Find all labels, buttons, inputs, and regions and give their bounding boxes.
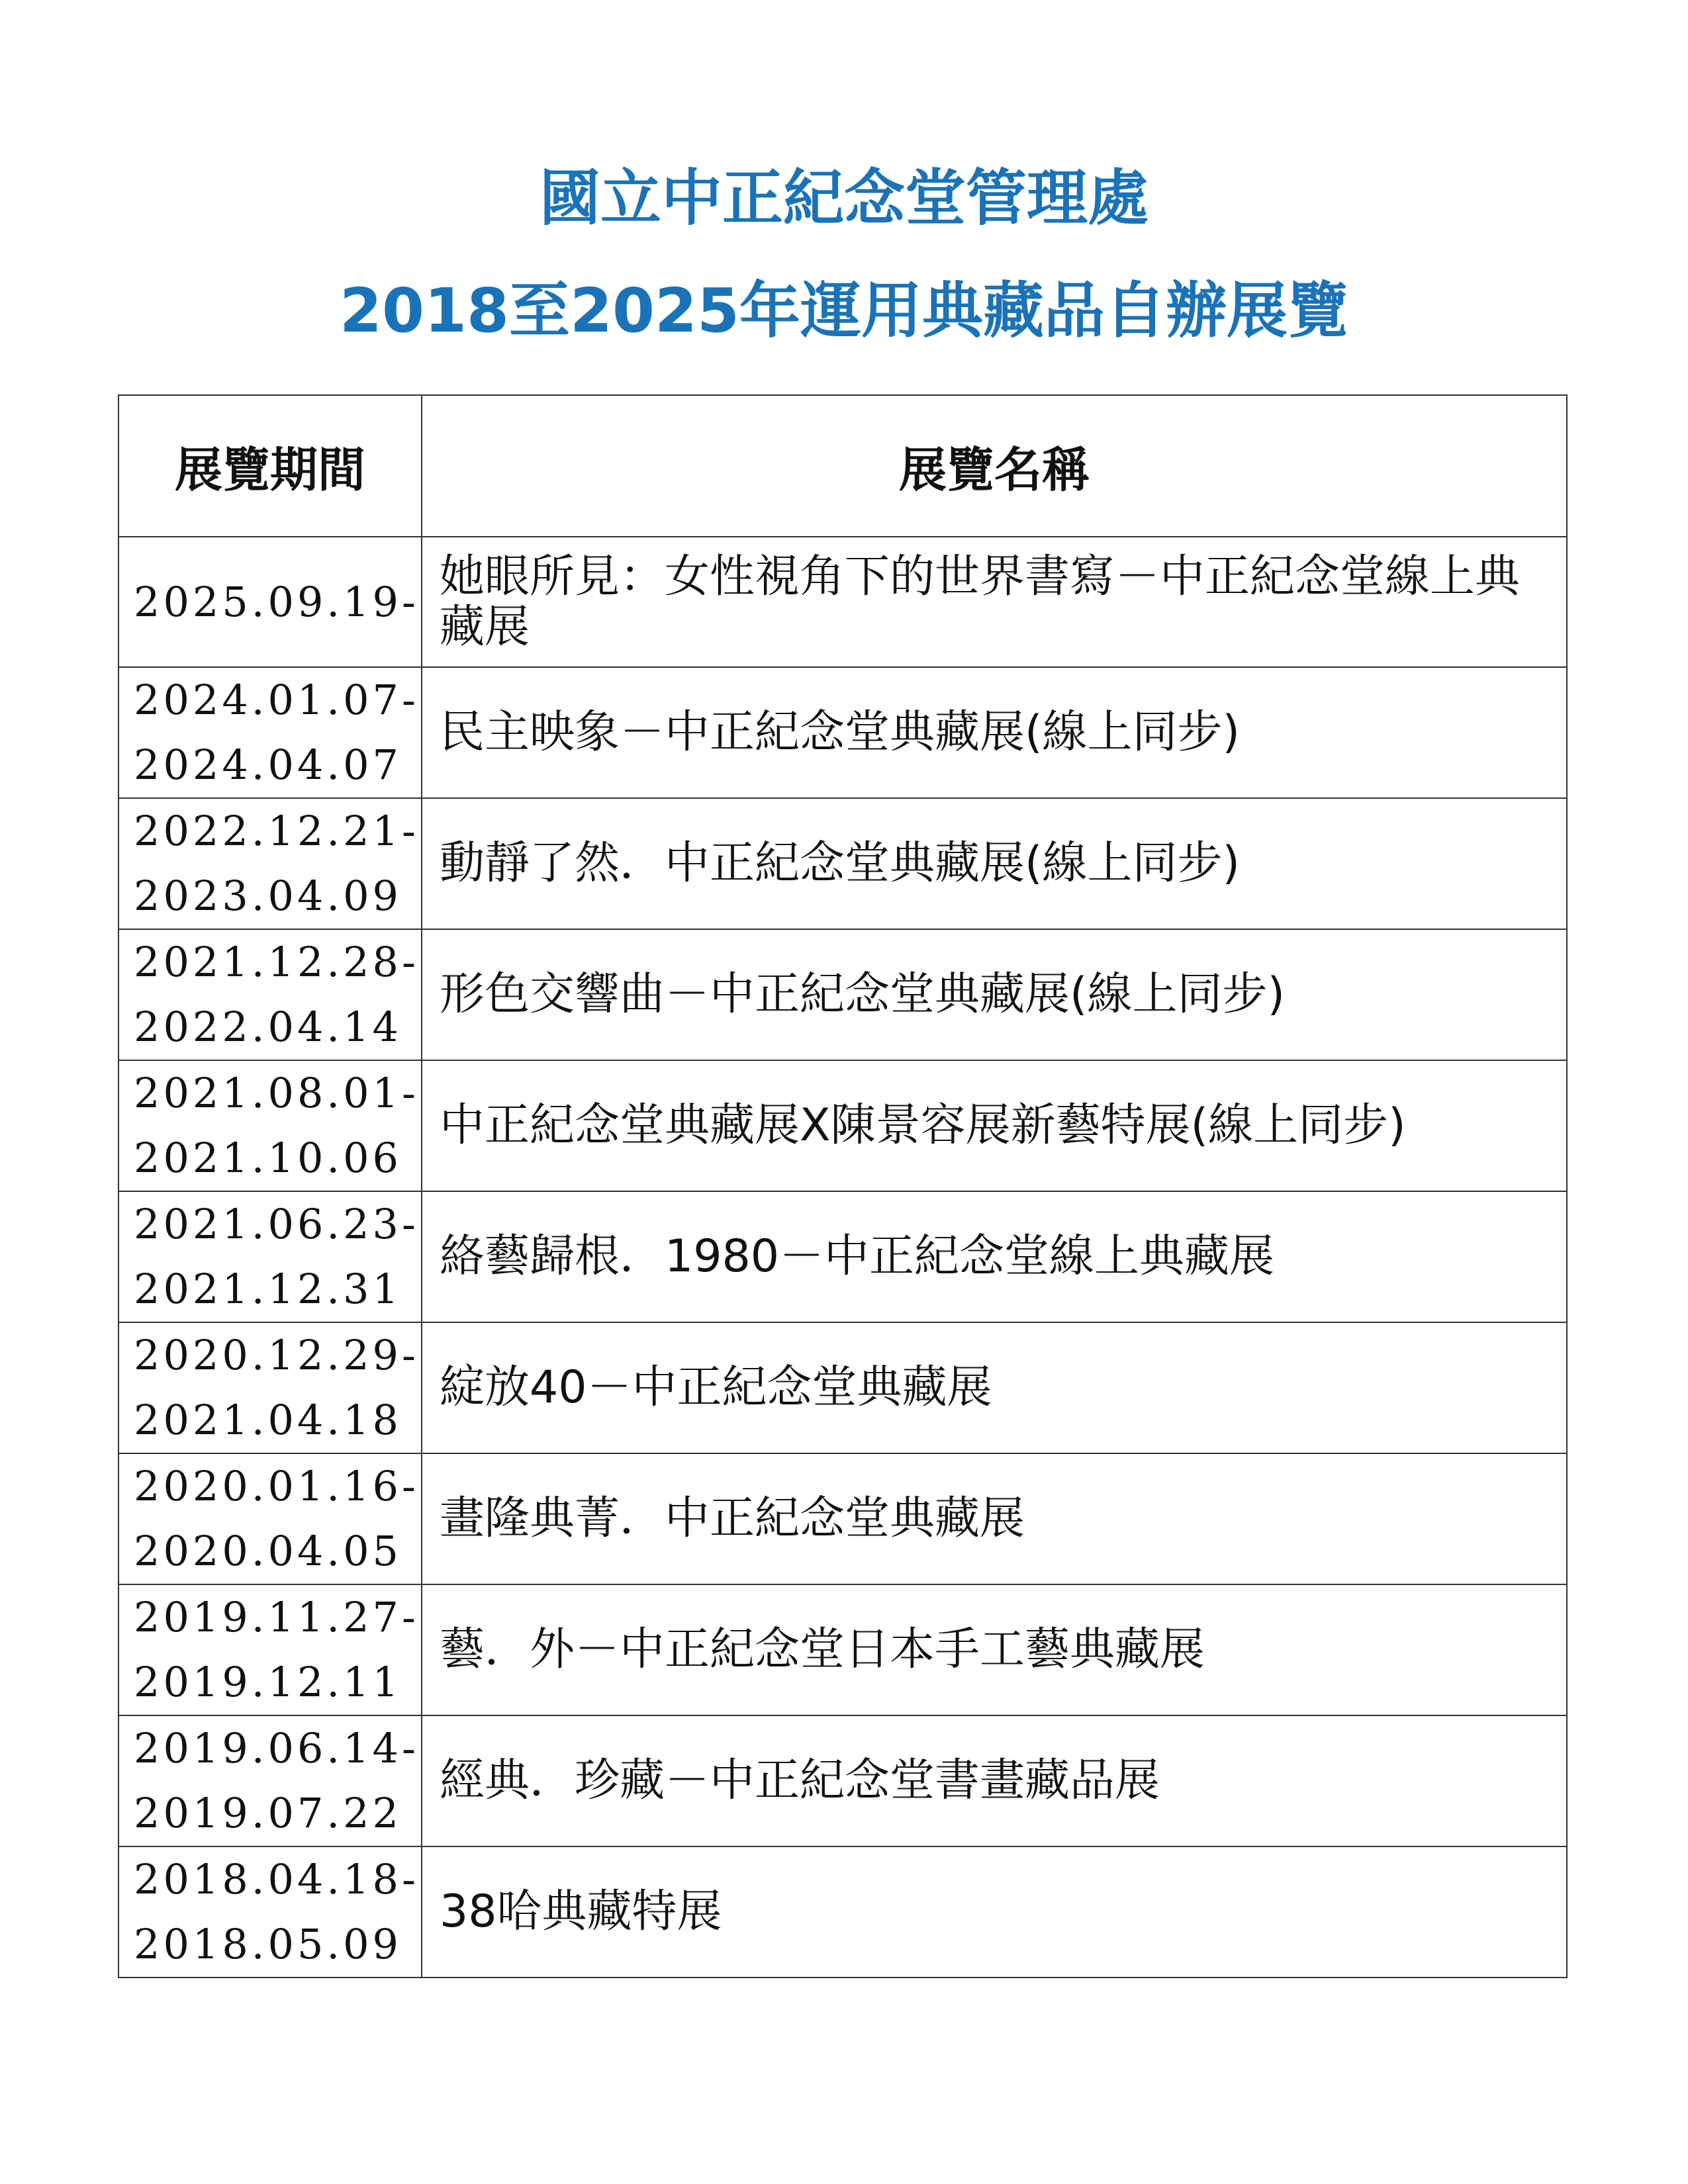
table-header-row bbox=[118, 395, 1567, 537]
exhibition-name: 經典．珍藏－中正紀念堂書畫藏品展 bbox=[422, 1715, 1567, 1846]
table-row bbox=[118, 1060, 1567, 1191]
period-cell bbox=[118, 1191, 422, 1322]
exhibition-name: 38哈典藏特展 bbox=[422, 1846, 1567, 1978]
table-row bbox=[118, 667, 1567, 798]
table-row bbox=[118, 1322, 1567, 1453]
period-cell bbox=[118, 1846, 422, 1978]
title-subject: 2018至2025年運用典藏品自辦展覽 bbox=[339, 275, 1349, 346]
table-row bbox=[118, 1715, 1567, 1846]
exhibition-name: 她眼所見：女性視角下的世界書寫－中正紀念堂線上典藏展 bbox=[422, 537, 1567, 667]
period-end: 2018.05.09 bbox=[134, 1920, 402, 1968]
period-end: 2020.04.05 bbox=[134, 1527, 402, 1575]
period-start: 2018.04.18- bbox=[134, 1855, 419, 1903]
period-start: 2021.12.28- bbox=[134, 938, 419, 986]
period-start: 2022.12.21- bbox=[134, 807, 419, 855]
period-start: 2024.01.07- bbox=[134, 676, 419, 724]
period-end: 2023.04.09 bbox=[134, 872, 402, 920]
table-row bbox=[118, 1584, 1567, 1715]
period-cell bbox=[118, 667, 422, 798]
period-end: 2021.10.06 bbox=[134, 1134, 402, 1182]
period-cell bbox=[118, 1322, 422, 1453]
table-row bbox=[118, 929, 1567, 1060]
period-end: 2019.12.11 bbox=[134, 1658, 402, 1706]
exhibition-name: 中正紀念堂典藏展X陳景容展新藝特展(線上同步) bbox=[422, 1060, 1567, 1191]
table-row bbox=[118, 1191, 1567, 1322]
period-cell bbox=[118, 537, 422, 667]
period-start: 2019.11.27- bbox=[134, 1593, 419, 1641]
period-cell bbox=[118, 1715, 422, 1846]
period-end: 2024.04.07 bbox=[134, 741, 402, 789]
column-header-name: 展覽名稱 bbox=[422, 395, 1567, 537]
period-cell bbox=[118, 1060, 422, 1191]
period-end: 2021.12.31 bbox=[134, 1265, 402, 1313]
exhibition-name: 綻放40－中正紀念堂典藏展 bbox=[422, 1322, 1567, 1453]
title-organization: 國立中正紀念堂管理處 bbox=[539, 163, 1149, 234]
table-row bbox=[118, 1453, 1567, 1584]
period-end: 2021.04.18 bbox=[134, 1396, 402, 1444]
period-cell bbox=[118, 1584, 422, 1715]
period-cell bbox=[118, 798, 422, 929]
exhibition-name: 絡藝歸根．1980－中正紀念堂線上典藏展 bbox=[422, 1191, 1567, 1322]
period-end: 2022.04.14 bbox=[134, 1003, 402, 1051]
period-cell bbox=[118, 929, 422, 1060]
exhibition-table bbox=[118, 394, 1568, 1978]
exhibition-name: 形色交響曲－中正紀念堂典藏展(線上同步) bbox=[422, 929, 1567, 1060]
exhibition-name: 藝．外－中正紀念堂日本手工藝典藏展 bbox=[422, 1584, 1567, 1715]
period-start: 2019.06.14- bbox=[134, 1724, 419, 1772]
column-header-period: 展覽期間 bbox=[118, 395, 422, 537]
period-cell bbox=[118, 1453, 422, 1584]
period-start: 2021.08.01- bbox=[134, 1069, 419, 1117]
exhibition-name: 民主映象－中正紀念堂典藏展(線上同步) bbox=[422, 667, 1567, 798]
period-end: 2019.07.22 bbox=[134, 1789, 402, 1837]
period-start: 2021.06.23- bbox=[134, 1200, 419, 1248]
exhibition-name: 動靜了然．中正紀念堂典藏展(線上同步) bbox=[422, 798, 1567, 929]
table-row bbox=[118, 798, 1567, 929]
page-title bbox=[0, 142, 1688, 367]
period-start: 2020.01.16- bbox=[134, 1462, 419, 1510]
period-start: 2020.12.29- bbox=[134, 1331, 419, 1379]
table-row bbox=[118, 1846, 1567, 1978]
period-start: 2025.09.19- bbox=[134, 577, 419, 626]
exhibition-name: 畫隆典菁．中正紀念堂典藏展 bbox=[422, 1453, 1567, 1584]
table-row bbox=[118, 537, 1567, 667]
